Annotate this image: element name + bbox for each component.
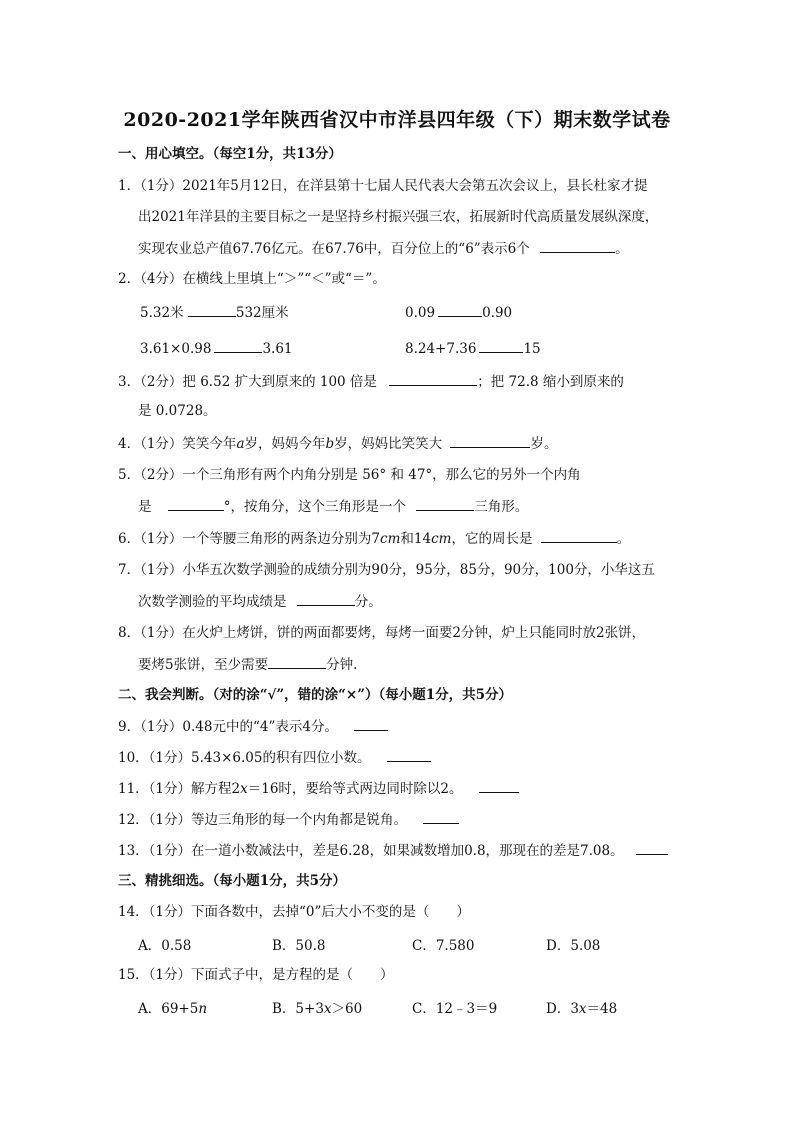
q6-unit-b: cm: [431, 531, 452, 547]
q1-end: 。: [615, 241, 629, 257]
q12-text: 12．（1分）等边三角形的每一个内角都是锐角。: [118, 812, 408, 828]
q6-text-b: 和14: [400, 531, 432, 547]
q15-stem: 15．（1分）下面式子中，是方程的是（ ）: [118, 967, 394, 983]
q2-d-right: 15: [523, 341, 541, 357]
q5-line-1: 5．（2分）一个三角形有两个内角分别是 56° 和 47°，那么它的另外一个内角: [118, 467, 581, 483]
q14-option-c[interactable]: C．7.580: [412, 938, 475, 954]
q4-line: [118, 434, 557, 453]
q2-item-d: [405, 339, 541, 358]
q8-text-a: 要烤5张饼，至少需要: [138, 657, 269, 673]
q15-d-text: D．3: [546, 1001, 579, 1017]
q1-text: 实现农业总产值67.76亿元。在67.76中，百分位上的“6”表示6个: [138, 241, 530, 257]
q2-b-right: 0.90: [482, 305, 513, 321]
section-heading-2: 二、我会判断。（对的涂“√”，错的涂“×”）（每小题1分，共5分）: [118, 687, 513, 703]
q2-d-left: 8.24+7.36: [405, 341, 477, 357]
q10-line: [118, 748, 431, 767]
section-heading-1: 一、用心填空。（每空1分，共13分）: [118, 146, 342, 162]
answer-blank[interactable]: [540, 239, 615, 253]
q2-item-a: [140, 303, 289, 322]
q1-line-2: 出2021年洋县的主要目标之一是坚持乡村振兴强三农，拓展新时代高质量发展纵深度，: [138, 209, 659, 225]
q2-item-c: [140, 339, 293, 358]
answer-blank[interactable]: [450, 434, 530, 448]
q15-a-var: n: [198, 1001, 208, 1017]
q1-line-1: 1．（1分）2021年5月12日，在洋县第十七届人民代表大会第五次会议上，县长杜家才提: [118, 178, 648, 194]
q5-text-a: 是: [138, 499, 152, 515]
answer-blank[interactable]: [438, 303, 482, 317]
q14-stem: 14．（1分）下面各数中，去掉“0”后大小不变的是（ ）: [118, 904, 470, 920]
answer-blank[interactable]: [268, 655, 326, 669]
q15-option-c[interactable]: C．12﹣3＝9: [412, 1001, 498, 1017]
q1-line-3: [138, 239, 629, 258]
q5-line-2: [138, 497, 528, 516]
q11-var: x: [240, 781, 248, 797]
section-heading-3: 三、精挑细选。（每小题1分，共5分）: [118, 873, 347, 889]
q15-option-a[interactable]: [138, 997, 207, 1017]
answer-blank[interactable]: [354, 717, 388, 731]
q4-var-a: a: [236, 436, 245, 452]
q6-unit-a: cm: [380, 531, 401, 547]
q11-text-b: ＝16时，要给等式两边同时除以2。: [247, 781, 463, 797]
q5-text-c: 三角形。: [474, 499, 529, 515]
q3-line-1: [118, 372, 624, 391]
q4-text-c: 岁，妈妈比笑笑大: [334, 436, 443, 452]
q8-line-1: 8．（1分）在火炉上烤饼，饼的两面都要烤，每烤一面要2分钟，炉上只能同时放2张饼，: [118, 625, 646, 641]
answer-blank[interactable]: [479, 339, 523, 353]
q6-text-a: 6．（1分）一个等腰三角形的两条边分别为7: [118, 531, 381, 547]
answer-blank[interactable]: [416, 497, 474, 511]
q9-text: 9．（1分）0.48元中的“4”表示4分。: [118, 719, 338, 735]
q13-text: 13．（1分）在一道小数减法中，差是6.28，如果减数增加0.8，那现在的差是7.08。: [118, 843, 624, 859]
q5-text-b: °，按角分，这个三角形是一个: [223, 499, 407, 515]
q6-text-c: ，它的周长是: [451, 531, 533, 547]
q11-line: [118, 779, 519, 798]
answer-blank[interactable]: [636, 841, 668, 855]
q4-text-d: 岁。: [530, 436, 558, 452]
q2-b-left: 0.09: [405, 305, 436, 321]
answer-blank[interactable]: [387, 748, 431, 762]
q14-option-b[interactable]: B．50.8: [272, 938, 326, 954]
q6-line: [118, 529, 630, 548]
q7-line-1: 7．（1分）小华五次数学测验的成绩分别为90分，95分，85分，90分，100分，小华这五: [118, 562, 655, 578]
q2-a-right: 532厘米: [235, 305, 289, 321]
q15-d-post: ＝48: [586, 1001, 618, 1017]
q15-b-post: ＞60: [331, 1001, 363, 1017]
q3-text-a: 3．（2分）把 6.52 扩大到原来的 100 倍是: [118, 374, 377, 390]
q15-a-text: A．69+5: [138, 1001, 199, 1017]
q2-c-right: 3.61: [262, 341, 293, 357]
q15-option-b[interactable]: [272, 997, 362, 1017]
q3-line-2: 是 0.0728。: [138, 403, 217, 419]
q8-text-b: 分钟.: [326, 657, 358, 673]
q9-line: [118, 717, 388, 736]
q15-b-var: x: [323, 1001, 332, 1017]
q7-text-b: 分。: [354, 594, 382, 610]
q3-text-b: ；把 72.8 缩小到原来的: [477, 374, 624, 390]
q2-stem: 2．（4分）在横线上里填上“＞”“＜”或“＝”。: [118, 271, 386, 287]
q7-line-2: [138, 592, 382, 611]
q15-b-text: B．5+3: [272, 1001, 324, 1017]
q11-text-a: 11．（1分）解方程2: [118, 781, 241, 797]
answer-blank[interactable]: [389, 372, 477, 386]
q6-text-d: 。: [616, 531, 631, 547]
q15-d-var: x: [578, 1001, 587, 1017]
q7-text-a: 次数学测验的平均成绩是: [138, 594, 287, 610]
q15-option-d[interactable]: [546, 997, 617, 1017]
answer-blank[interactable]: [297, 592, 355, 606]
q14-option-a[interactable]: A．0.58: [138, 938, 192, 954]
answer-blank[interactable]: [479, 779, 519, 793]
q4-text-b: 岁，妈妈今年: [244, 436, 326, 452]
q8-line-2: [138, 655, 357, 674]
q2-c-left: 3.61×0.98: [140, 341, 212, 357]
q12-line: [118, 810, 459, 829]
q2-a-left: 5.32米: [140, 305, 184, 321]
q4-text-a: 4．（1分）笑笑今年: [118, 436, 237, 452]
q13-line: [118, 841, 668, 860]
answer-blank[interactable]: [168, 497, 224, 511]
page-title: 2020-2021学年陕西省汉中市洋县四年级（下）期末数学试卷: [123, 109, 671, 131]
answer-blank[interactable]: [188, 303, 236, 317]
q2-item-b: [405, 303, 512, 322]
answer-blank[interactable]: [214, 339, 262, 353]
answer-blank[interactable]: [423, 810, 459, 824]
q10-text: 10．（1分）5.43×6.05的积有四位小数。: [118, 750, 371, 766]
q14-option-d[interactable]: D．5.08: [546, 938, 601, 954]
q4-var-b: b: [325, 436, 335, 452]
answer-blank[interactable]: [541, 529, 617, 543]
